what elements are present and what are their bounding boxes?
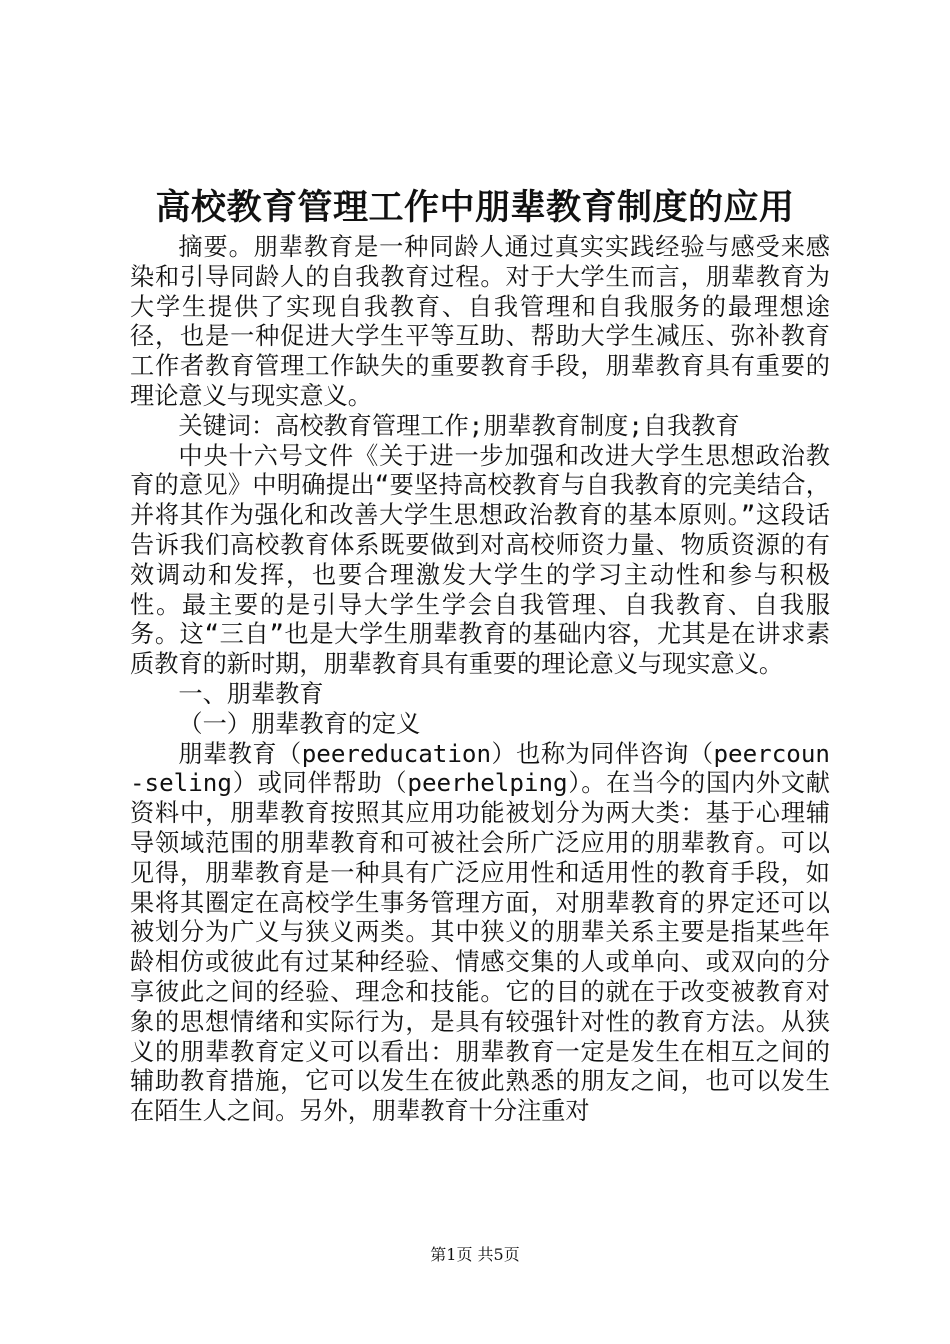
section-heading: 一、朋辈教育 bbox=[178, 679, 324, 708]
page-footer: 第1页 共5页 bbox=[430, 1245, 520, 1264]
subsection-heading: （一）朋辈教育的定义 bbox=[178, 709, 421, 738]
keywords-paragraph: 关键词：高校教育管理工作;朋辈教育制度;自我教育 bbox=[178, 411, 740, 440]
document-title: 高校教育管理工作中朋辈教育制度的应用 bbox=[155, 187, 795, 228]
definition-paragraph: 朋辈教育（peereducation）也称为同伴咨询（peercoun-seling）或同伴帮助（peerhelping）。在当今的国内外文献资料中，朋辈教育按照其应用功能被划分为两大类：基于心理辅导领域范围的朋辈教育和可被社会所广泛应用的朋辈教育。可以见得，朋辈教育是一种具有广泛应用性和适用性的教育手段，如果将其圈定在高校学生事务管理方面，对朋辈教育的界定还可以被划分为广义与狭义两类。其中狭义的朋辈关系主要是指某些年龄相仿或彼此有过某种经验、情感交集的人或单向、或双向的分享彼此之间的经验、理念和技能。它的目的就在于改变被教育对象的思想情绪和实际行为，是具有较强针对性的教育方法。从狭义的朋辈教育定义可以看出：朋辈教育一定是发生在相互之间的辅助教育措施，它可以发生在彼此熟悉的朋友之间，也可以发生在陌生人之间。另外，朋辈教育十分注重对 bbox=[130, 739, 830, 1126]
intro-paragraph: 中央十六号文件《关于进一步加强和改进大学生思想政治教育的意见》中明确提出“要坚持高校教育与自我教育的完美结合，并将其作为强化和改善大学生思想政治教育的基本原则。”这段话告诉我们高校教育体系既要做到对高校师资力量、物质资源的有效调动和发挥，也要合理激发大学生的学习主动性和参与积极性。最主要的是引导大学生学会自我管理、自我教育、自我服务。这“三自”也是大学生朋辈教育的基础内容，尤其是在讲求素质教育的新时期，朋辈教育具有重要的理论意义与现实意义。 bbox=[130, 441, 830, 679]
abstract-paragraph: 摘要。朋辈教育是一种同龄人通过真实实践经验与感受来感染和引导同龄人的自我教育过程。对于大学生而言，朋辈教育为大学生提供了实现自我教育、自我管理和自我服务的最理想途径，也是一种促进大学生平等互助、帮助大学生减压、弥补教育工作者教育管理工作缺失的重要教育手段，朋辈教育具有重要的理论意义与现实意义。 bbox=[130, 233, 830, 410]
document-body bbox=[130, 233, 830, 1127]
